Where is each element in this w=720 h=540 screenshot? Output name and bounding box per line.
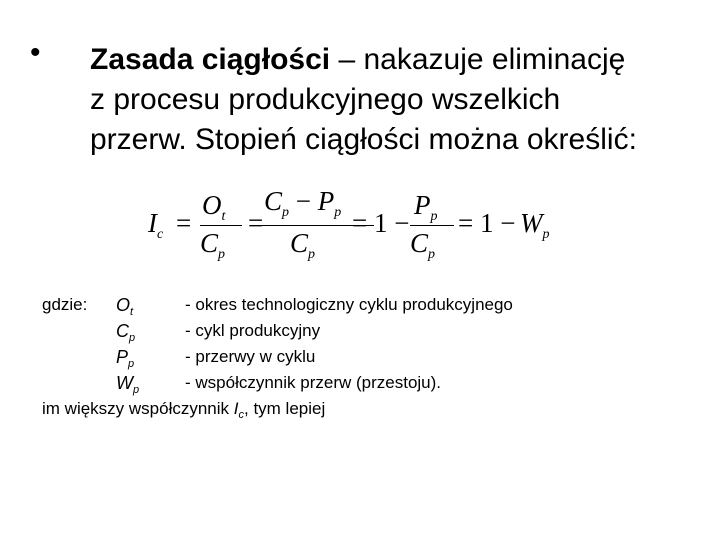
frac2-num-b: P [317, 186, 335, 216]
closing-symbol: I [233, 399, 239, 418]
legend-desc-ot: - okres technologiczny cyklu produkcyjnego [185, 295, 513, 314]
frac1-bar [200, 225, 242, 226]
bullet-line-3: przerw. Stopień ciągłości można określić: [90, 123, 637, 156]
legend-symbol-pp [116, 346, 134, 371]
equals-2: = [248, 208, 264, 238]
lhs-symbol: I [148, 208, 157, 238]
frac3-numerator [414, 190, 438, 224]
frac3-bar [410, 225, 454, 226]
legend-closing [42, 398, 325, 422]
frac1-numerator [202, 190, 226, 224]
closing-subscript: c [238, 409, 244, 421]
frac2-num-a: C [264, 186, 283, 216]
formula-lhs [148, 208, 164, 242]
legend-desc-cp: - cykl produkcyjny [185, 321, 321, 340]
legend-symbol: O [116, 295, 131, 315]
one-minus-1: 1 − [374, 208, 410, 238]
frac1-den-symbol: C [200, 228, 219, 258]
bullet-line-2: z procesu produkcyjnego wszelkich [90, 83, 561, 116]
legend-subscript: p [129, 332, 136, 344]
frac3-num-subscript: p [430, 209, 438, 224]
frac2-denominator [290, 228, 316, 262]
legend-symbol-ot [116, 294, 133, 319]
frac2-minus: − [295, 186, 311, 216]
legend-intro: gdzie: [42, 295, 88, 314]
frac2-den-subscript: p [308, 247, 316, 262]
legend-symbol: W [116, 373, 133, 393]
tail-symbol: W [520, 208, 543, 238]
legend-subscript: p [128, 358, 135, 370]
tail-subscript: p [542, 227, 550, 242]
frac3-den-subscript: p [428, 247, 436, 262]
frac1-denominator [200, 228, 226, 262]
one-minus-2: 1 − [480, 208, 516, 238]
frac1-den-subscript: p [218, 247, 226, 262]
legend-symbol: C [116, 321, 129, 341]
legend-symbol-cp [116, 320, 135, 345]
frac3-den-symbol: C [410, 228, 429, 258]
principle-title: Zasada ciągłości [90, 43, 331, 76]
bullet-line-1 [90, 40, 700, 80]
closing-text-post: , tym lepiej [244, 399, 326, 418]
closing-text-pre: im większy współczynnik [42, 399, 234, 418]
legend-symbol: P [116, 347, 129, 367]
legend-symbol-wp [116, 372, 139, 397]
frac2-num-b-sub: p [334, 205, 342, 220]
frac2-den-symbol: C [290, 228, 309, 258]
formula-tail [520, 208, 550, 242]
legend-subscript: t [130, 306, 134, 318]
frac1-num-subscript: t [221, 209, 226, 224]
frac3-num-symbol: P [414, 190, 431, 220]
legend-subscript: p [133, 384, 140, 396]
frac2-numerator [264, 186, 342, 220]
frac3-denominator [410, 228, 436, 262]
frac2-num-a-sub: p [282, 205, 290, 220]
legend-desc-pp: - przerwy w cyklu [185, 347, 316, 366]
equals-4: = [458, 208, 474, 238]
continuity-formula [140, 180, 560, 270]
principle-definition: – nakazuje eliminację [330, 43, 626, 76]
equals-3: = [352, 208, 368, 238]
legend-desc-wp: - współczynnik przerw (przestoju). [185, 373, 442, 392]
bullet-marker: • [30, 36, 41, 69]
lhs-subscript: c [157, 227, 164, 242]
equals-1: = [176, 208, 192, 238]
frac1-num-symbol: O [202, 190, 222, 220]
bullet-text [90, 40, 700, 160]
